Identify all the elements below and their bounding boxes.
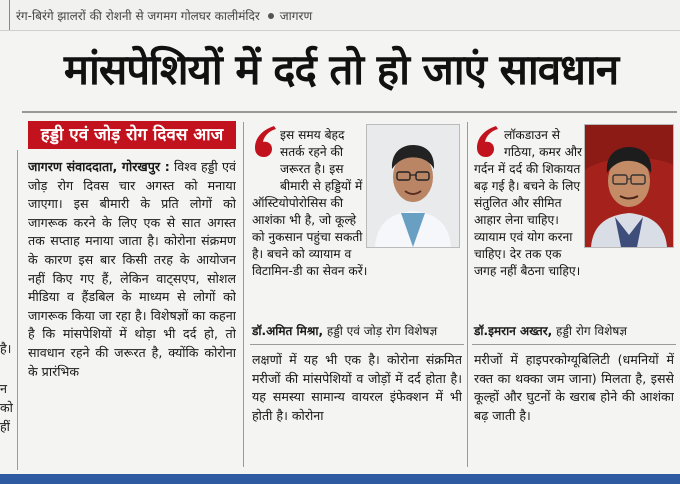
article-body-text: विश्व हड्डी एवं जोड़ रोग दिवस चार अगस्त को मनाया जाएगा। इस बीमारी के प्रति लोगों को जागरूक करने के लिए एक से सात अगस्त तक सप्ताह मनाया जाता है। कोरोना संक्रमण के कारण इस बार किसी तरह के आयोजन नहीं किए गए हैं, लेकिन वाट्सएप, सोशल मीडिया व हैंडबिल के माध्यम से लोगों को जागरूक किया जा रहा है। विशेषज्ञों का कहना है कि मांसपेशियों में थोड़ा भी दर्द हो, तो सावधान रहने की जरूरत है, क्योंकि कोरोना के प्रारंभिक [28,159,236,379]
caption-text: रंग-बिरंगे झालरों की रोशनी से जगमग गोलघर कालीमंदिर [16,9,260,23]
article-column-2: लक्षणों में यह भी एक है। कोरोना संक्रमित मरीजों की मांसपेशियों व जोड़ों में दर्द होता है। यह समस्या सामान्य वायरल इंफेक्शन में भी होती है। कोरोना [252,352,462,423]
expert2-quote-text: लॉकडाउन से गठिया, कमर और गर्दन में दर्द की शिकायत बढ़ गई है। बचने के लिए संतुलित और सीमित आहार लेना चाहिए। व्यायाम एवं योग करना चाहिए। देर तक एक जगह नहीं बैठना चाहिए। [474,128,583,278]
adjacent-article-fragment: को [0,400,13,415]
page-bottom-band [0,474,680,484]
headline-rule [22,111,677,113]
photo-caption [16,7,312,24]
top-caption-bar [0,0,680,31]
page-edge-mark [0,0,10,30]
page-headline: मांसपेशियों में दर्द तो हो जाएं सावधान [63,45,619,94]
box-bottom-rule [250,344,464,345]
adjacent-article-fragment: न [0,381,7,396]
article-column-1 [28,158,236,463]
expert1-title: हड्डी एवं जोड़ रोग विशेषज्ञ [326,324,438,338]
bullet-dot-icon [268,13,274,19]
expert1-name: डॉ.अमित मिश्रा, [252,324,324,338]
expert1-quote-text: इस समय बेहद सतर्क रहने की जरूरत है। इस बीमारी से हड्डियों में ऑस्टियोपोरोसिस की आशंका भी है, जो कूल्हे को नुकसान पहुंचा सकती है। बचने को व्यायाम व विटामिन-डी का सेवन करें। [252,128,368,278]
expert2-name: डॉ.इमरान अख्तर, [474,324,553,338]
expert2-title: हड्डी रोग विशेषज्ञ [556,324,627,338]
column-divider [17,150,18,470]
kicker-banner: हड्डी एवं जोड़ रोग दिवस आज [28,121,236,149]
caption-source: जागरण [279,9,313,23]
adjacent-article-fragment: है। [0,341,12,356]
article-column-3: मरीजों में हाइपरकोग्यूबिलिटी (धमनियों में रक्त का थक्का जम जाना) मिलता है, इससे कूल्हों और घुटनों के खराब होने की आशंका बढ़ जाती है। [474,352,674,423]
expert2-photo [584,124,674,248]
column-divider [467,122,468,467]
box-bottom-rule [472,344,676,345]
expert1-caption [252,322,437,339]
adjacent-article-fragment: हीं [0,419,10,434]
byline: जागरण संवाददाता, गोरखपुर : [28,159,170,174]
expert2-caption [474,322,627,339]
column-divider [243,122,244,467]
expert1-photo [366,124,460,248]
